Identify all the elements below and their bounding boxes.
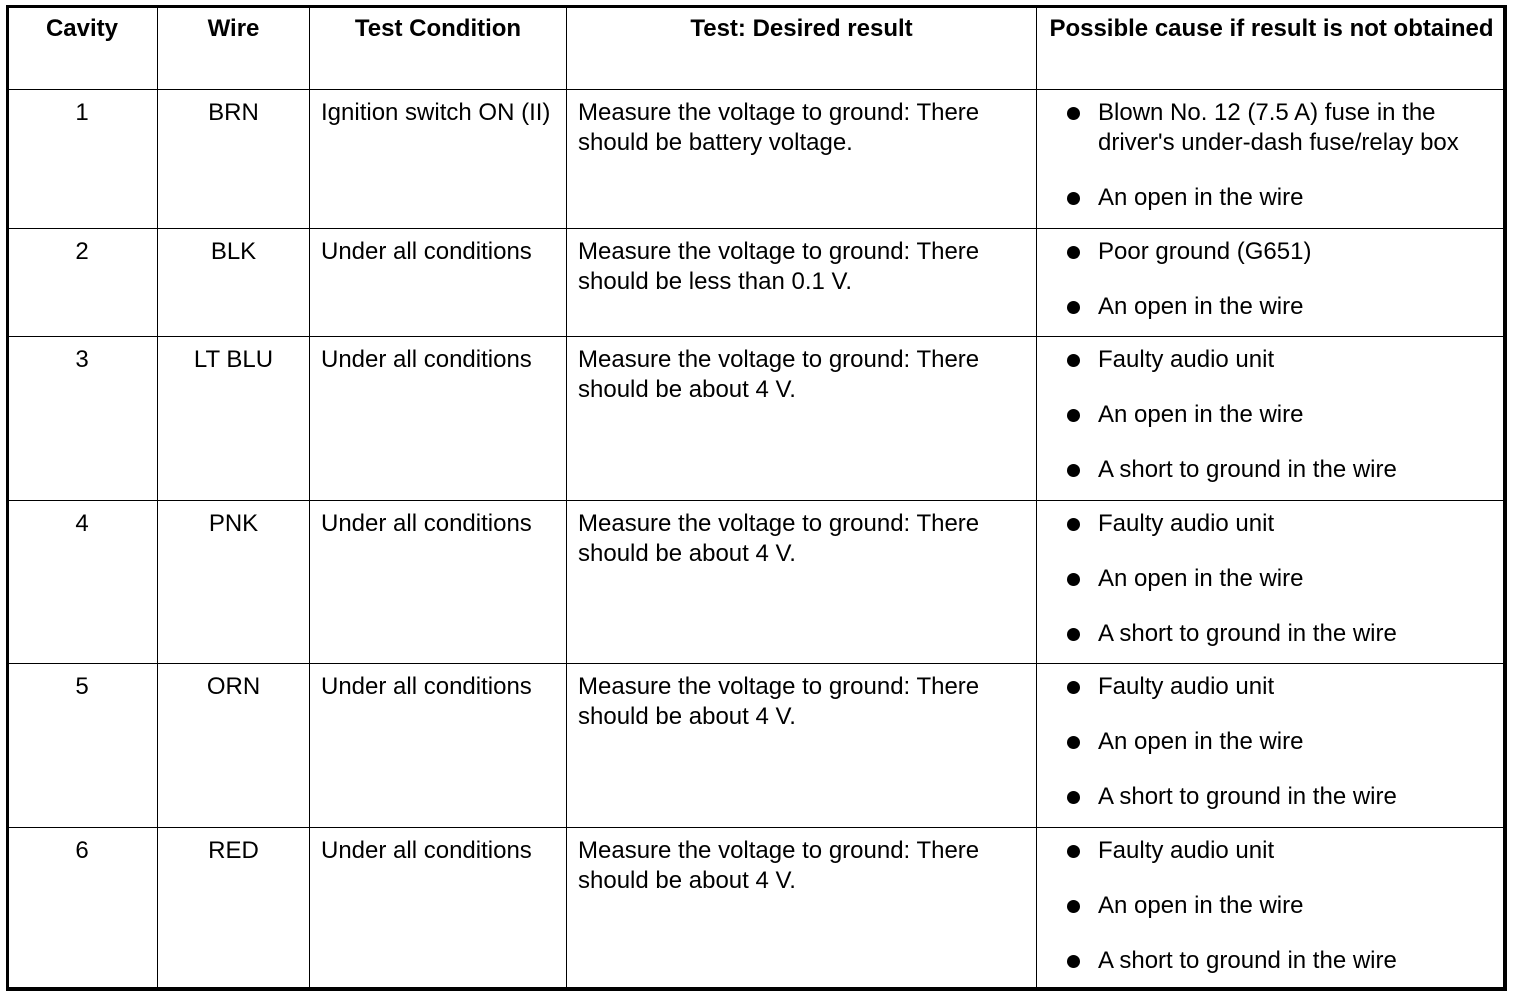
cause-text: Faulty audio unit: [1098, 837, 1275, 864]
condition-cell: Under all conditions: [310, 828, 567, 991]
cause-text: An open in the wire: [1098, 565, 1304, 592]
cause-text: An open in the wire: [1098, 184, 1304, 211]
cavity-cell: 6: [7, 828, 158, 991]
result-cell: Measure the voltage to ground: There should be less than 0.1 V.: [567, 229, 1037, 337]
condition-cell: Under all conditions: [310, 337, 567, 501]
wire-cell: BLK: [158, 229, 310, 337]
cause-text: Poor ground (G651): [1098, 238, 1312, 265]
cavity-cell: 1: [7, 90, 158, 229]
header-test-condition: Test Condition: [310, 6, 567, 90]
cavity-cell: 2: [7, 229, 158, 337]
cavity-cell: 3: [7, 337, 158, 501]
cavity-cell: 4: [7, 501, 158, 664]
wire-cell: ORN: [158, 664, 310, 828]
header-possible-cause: Possible cause if result is not obtained: [1037, 6, 1507, 90]
cause-text: An open in the wire: [1098, 728, 1304, 755]
header-wire: Wire: [158, 6, 310, 90]
condition-cell: Under all conditions: [310, 501, 567, 664]
cavity-cell: 5: [7, 664, 158, 828]
cause-text: An open in the wire: [1098, 293, 1304, 320]
wire-cell: PNK: [158, 501, 310, 664]
result-cell: Measure the voltage to ground: There should be about 4 V.: [567, 664, 1037, 828]
cause-text: A short to ground in the wire: [1098, 947, 1397, 974]
condition-cell: Ignition switch ON (II): [310, 90, 567, 229]
header-cavity: Cavity: [7, 6, 158, 90]
result-cell: Measure the voltage to ground: There should be about 4 V.: [567, 501, 1037, 664]
header-desired-result: Test: Desired result: [567, 6, 1037, 90]
result-cell: Measure the voltage to ground: There should be about 4 V.: [567, 828, 1037, 991]
result-cell: Measure the voltage to ground: There should be battery voltage.: [567, 90, 1037, 229]
cause-text: A short to ground in the wire: [1098, 620, 1397, 647]
result-cell: Measure the voltage to ground: There should be about 4 V.: [567, 337, 1037, 501]
cause-text: Faulty audio unit: [1098, 346, 1275, 373]
condition-cell: Under all conditions: [310, 664, 567, 828]
cause-text: An open in the wire: [1098, 892, 1304, 919]
cause-text: A short to ground in the wire: [1098, 456, 1397, 483]
wire-cell: BRN: [158, 90, 310, 229]
cause-text: An open in the wire: [1098, 401, 1304, 428]
wire-cell: LT BLU: [158, 337, 310, 501]
table-outer-border: [6, 5, 1506, 990]
wire-cell: RED: [158, 828, 310, 991]
cause-text: Faulty audio unit: [1098, 673, 1275, 700]
cause-text: A short to ground in the wire: [1098, 783, 1397, 810]
condition-cell: Under all conditions: [310, 229, 567, 337]
cause-text: Faulty audio unit: [1098, 510, 1275, 537]
cause-text: Blown No. 12 (7.5 A) fuse in the driver's under-dash fuse/relay box: [1098, 99, 1459, 156]
